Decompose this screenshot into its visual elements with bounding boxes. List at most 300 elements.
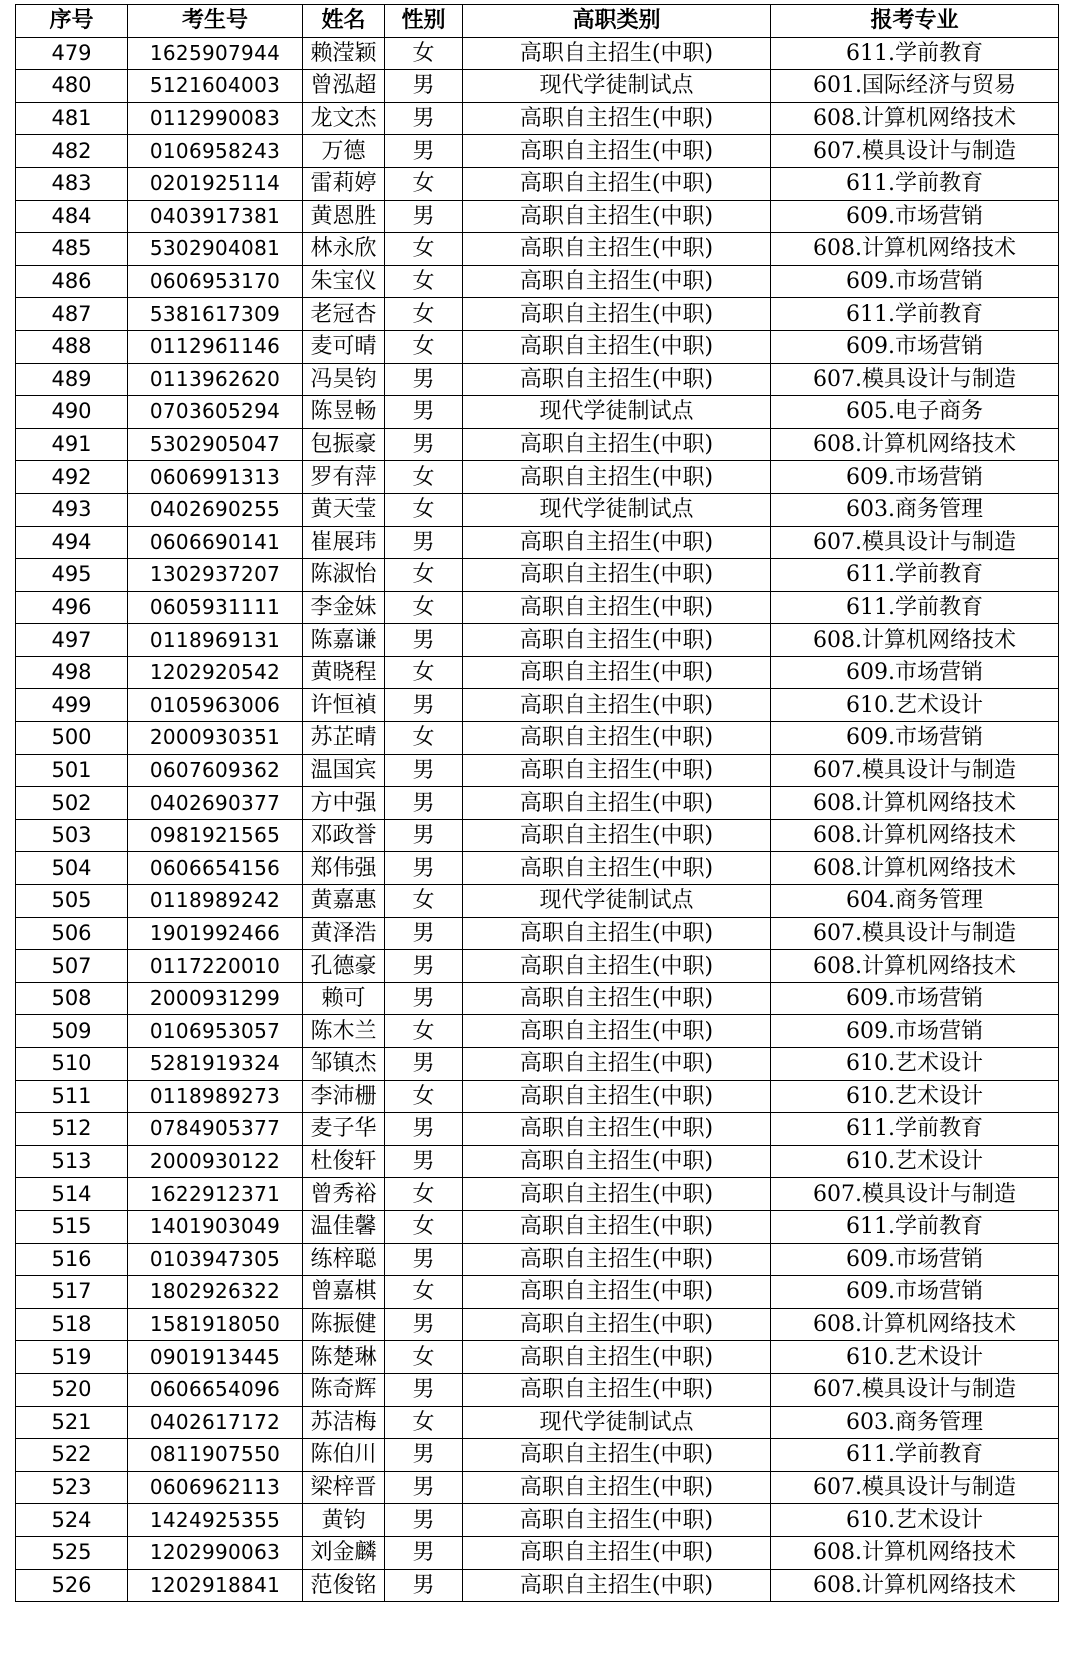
sex-cell: 男: [385, 1113, 463, 1146]
seq-cell: 515: [16, 1210, 128, 1243]
seq-cell: 503: [16, 819, 128, 852]
sex-cell: 男: [385, 1373, 463, 1406]
seq-cell: 486: [16, 265, 128, 298]
seq-cell: 518: [16, 1308, 128, 1341]
candidate-id-cell: 0811907550: [128, 1439, 303, 1472]
seq-cell: 517: [16, 1276, 128, 1309]
name-cell: 陈木兰: [303, 1015, 385, 1048]
sex-cell: 男: [385, 950, 463, 983]
category-cell: 高职自主招生(中职): [463, 1276, 771, 1309]
major-cell: 607.模具设计与制造: [771, 754, 1059, 787]
major-cell: 607.模具设计与制造: [771, 917, 1059, 950]
category-cell: 高职自主招生(中职): [463, 624, 771, 657]
major-cell: 608.计算机网络技术: [771, 1569, 1059, 1602]
seq-cell: 485: [16, 233, 128, 266]
seq-cell: 487: [16, 298, 128, 331]
table-row: [16, 1276, 1059, 1309]
major-cell: 610.艺术设计: [771, 689, 1059, 722]
category-cell: 高职自主招生(中职): [463, 982, 771, 1015]
table-row: [16, 885, 1059, 918]
candidate-id-cell: 0606953170: [128, 265, 303, 298]
category-cell: 高职自主招生(中职): [463, 1145, 771, 1178]
candidate-id-cell: 0106953057: [128, 1015, 303, 1048]
name-cell: 陈昱畅: [303, 396, 385, 429]
table-row: [16, 493, 1059, 526]
candidate-id-cell: 1625907944: [128, 37, 303, 70]
sex-cell: 男: [385, 135, 463, 168]
category-cell: 高职自主招生(中职): [463, 1341, 771, 1374]
sex-cell: 男: [385, 200, 463, 233]
name-cell: 麦可晴: [303, 330, 385, 363]
name-cell: 曾嘉棋: [303, 1276, 385, 1309]
category-cell: 高职自主招生(中职): [463, 330, 771, 363]
major-cell: 608.计算机网络技术: [771, 1308, 1059, 1341]
seq-cell: 505: [16, 885, 128, 918]
seq-cell: 514: [16, 1178, 128, 1211]
name-cell: 刘金麟: [303, 1536, 385, 1569]
sex-cell: 男: [385, 787, 463, 820]
header-category: 高职类别: [463, 5, 771, 38]
name-cell: 陈淑怡: [303, 559, 385, 592]
candidate-id-cell: 0117220010: [128, 950, 303, 983]
candidate-id-cell: 1901992466: [128, 917, 303, 950]
seq-cell: 513: [16, 1145, 128, 1178]
table-row: [16, 37, 1059, 70]
sex-cell: 女: [385, 265, 463, 298]
major-cell: 607.模具设计与制造: [771, 135, 1059, 168]
major-cell: 610.艺术设计: [771, 1341, 1059, 1374]
table-row: [16, 428, 1059, 461]
sex-cell: 男: [385, 1536, 463, 1569]
category-cell: 高职自主招生(中职): [463, 787, 771, 820]
sex-cell: 女: [385, 722, 463, 755]
sex-cell: 男: [385, 428, 463, 461]
table-row: [16, 1210, 1059, 1243]
header-name: 姓名: [303, 5, 385, 38]
candidate-id-cell: 1302937207: [128, 559, 303, 592]
seq-cell: 526: [16, 1569, 128, 1602]
table-row: [16, 1536, 1059, 1569]
sex-cell: 女: [385, 656, 463, 689]
name-cell: 麦子华: [303, 1113, 385, 1146]
table-row: [16, 689, 1059, 722]
table-row: [16, 265, 1059, 298]
seq-cell: 520: [16, 1373, 128, 1406]
category-cell: 高职自主招生(中职): [463, 200, 771, 233]
candidate-id-cell: 5302904081: [128, 233, 303, 266]
category-cell: 高职自主招生(中职): [463, 689, 771, 722]
header-seq: 序号: [16, 5, 128, 38]
category-cell: 高职自主招生(中职): [463, 656, 771, 689]
major-cell: 609.市场营销: [771, 656, 1059, 689]
table-row: [16, 330, 1059, 363]
sex-cell: 男: [385, 917, 463, 950]
seq-cell: 516: [16, 1243, 128, 1276]
seq-cell: 509: [16, 1015, 128, 1048]
table-row: [16, 167, 1059, 200]
seq-cell: 522: [16, 1439, 128, 1472]
major-cell: 607.模具设计与制造: [771, 1471, 1059, 1504]
sex-cell: 男: [385, 396, 463, 429]
major-cell: 610.艺术设计: [771, 1048, 1059, 1081]
table-row: [16, 656, 1059, 689]
sex-cell: 男: [385, 819, 463, 852]
category-cell: 高职自主招生(中职): [463, 1536, 771, 1569]
seq-cell: 502: [16, 787, 128, 820]
major-cell: 611.学前教育: [771, 1113, 1059, 1146]
sex-cell: 女: [385, 1080, 463, 1113]
sex-cell: 女: [385, 1341, 463, 1374]
sex-cell: 女: [385, 1276, 463, 1309]
candidate-id-cell: 0113962620: [128, 363, 303, 396]
category-cell: 高职自主招生(中职): [463, 950, 771, 983]
category-cell: 高职自主招生(中职): [463, 559, 771, 592]
table-row: [16, 1145, 1059, 1178]
name-cell: 林永欣: [303, 233, 385, 266]
sex-cell: 女: [385, 559, 463, 592]
name-cell: 龙文杰: [303, 102, 385, 135]
name-cell: 赖滢颖: [303, 37, 385, 70]
category-cell: 高职自主招生(中职): [463, 1569, 771, 1602]
name-cell: 万德: [303, 135, 385, 168]
seq-cell: 504: [16, 852, 128, 885]
major-cell: 601.国际经济与贸易: [771, 70, 1059, 103]
major-cell: 611.学前教育: [771, 37, 1059, 70]
name-cell: 孔德豪: [303, 950, 385, 983]
table-row: [16, 298, 1059, 331]
name-cell: 苏洁梅: [303, 1406, 385, 1439]
category-cell: 高职自主招生(中职): [463, 1504, 771, 1537]
name-cell: 练梓聪: [303, 1243, 385, 1276]
major-cell: 608.计算机网络技术: [771, 1536, 1059, 1569]
name-cell: 方中强: [303, 787, 385, 820]
sex-cell: 男: [385, 1504, 463, 1537]
candidate-id-cell: 0605931111: [128, 591, 303, 624]
major-cell: 611.学前教育: [771, 591, 1059, 624]
category-cell: 现代学徒制试点: [463, 885, 771, 918]
sex-cell: 女: [385, 233, 463, 266]
name-cell: 许恒禎: [303, 689, 385, 722]
category-cell: 现代学徒制试点: [463, 70, 771, 103]
major-cell: 604.商务管理: [771, 885, 1059, 918]
category-cell: 高职自主招生(中职): [463, 1048, 771, 1081]
table-row: [16, 1015, 1059, 1048]
table-row: [16, 1439, 1059, 1472]
name-cell: 苏芷晴: [303, 722, 385, 755]
candidate-id-cell: 0118989273: [128, 1080, 303, 1113]
seq-cell: 512: [16, 1113, 128, 1146]
category-cell: 高职自主招生(中职): [463, 1113, 771, 1146]
major-cell: 607.模具设计与制造: [771, 1373, 1059, 1406]
sex-cell: 男: [385, 852, 463, 885]
category-cell: 高职自主招生(中职): [463, 722, 771, 755]
seq-cell: 490: [16, 396, 128, 429]
table-row: [16, 982, 1059, 1015]
header-row: [16, 5, 1059, 38]
seq-cell: 488: [16, 330, 128, 363]
major-cell: 608.计算机网络技术: [771, 102, 1059, 135]
sex-cell: 男: [385, 1048, 463, 1081]
major-cell: 608.计算机网络技术: [771, 787, 1059, 820]
seq-cell: 510: [16, 1048, 128, 1081]
name-cell: 陈伯川: [303, 1439, 385, 1472]
seq-cell: 506: [16, 917, 128, 950]
table-row: [16, 1569, 1059, 1602]
candidate-id-cell: 0403917381: [128, 200, 303, 233]
sex-cell: 女: [385, 1178, 463, 1211]
name-cell: 冯昊钧: [303, 363, 385, 396]
table-row: [16, 200, 1059, 233]
table-row: [16, 787, 1059, 820]
candidate-id-cell: 0606962113: [128, 1471, 303, 1504]
header-sex: 性别: [385, 5, 463, 38]
header-major: 报考专业: [771, 5, 1059, 38]
candidate-id-cell: 2000930122: [128, 1145, 303, 1178]
sex-cell: 男: [385, 754, 463, 787]
table-row: [16, 1178, 1059, 1211]
major-cell: 609.市场营销: [771, 265, 1059, 298]
category-cell: 高职自主招生(中职): [463, 1471, 771, 1504]
seq-cell: 521: [16, 1406, 128, 1439]
major-cell: 609.市场营销: [771, 200, 1059, 233]
table-body: [16, 37, 1059, 1602]
seq-cell: 481: [16, 102, 128, 135]
sex-cell: 女: [385, 330, 463, 363]
candidate-id-cell: 0112961146: [128, 330, 303, 363]
table-row: [16, 102, 1059, 135]
seq-cell: 501: [16, 754, 128, 787]
sex-cell: 男: [385, 1569, 463, 1602]
sex-cell: 女: [385, 461, 463, 494]
table-row: [16, 526, 1059, 559]
candidate-id-cell: 1622912371: [128, 1178, 303, 1211]
table-row: [16, 1504, 1059, 1537]
candidate-id-cell: 0606654156: [128, 852, 303, 885]
major-cell: 609.市场营销: [771, 982, 1059, 1015]
category-cell: 高职自主招生(中职): [463, 1210, 771, 1243]
seq-cell: 519: [16, 1341, 128, 1374]
table-row: [16, 70, 1059, 103]
candidate-id-cell: 5281919324: [128, 1048, 303, 1081]
seq-cell: 483: [16, 167, 128, 200]
major-cell: 611.学前教育: [771, 1210, 1059, 1243]
seq-cell: 500: [16, 722, 128, 755]
seq-cell: 508: [16, 982, 128, 1015]
table-row: [16, 396, 1059, 429]
sex-cell: 男: [385, 1471, 463, 1504]
candidate-id-cell: 2000930351: [128, 722, 303, 755]
major-cell: 608.计算机网络技术: [771, 819, 1059, 852]
candidate-id-cell: 1202920542: [128, 656, 303, 689]
major-cell: 603.商务管理: [771, 1406, 1059, 1439]
seq-cell: 492: [16, 461, 128, 494]
major-cell: 607.模具设计与制造: [771, 526, 1059, 559]
candidate-id-cell: 0402690377: [128, 787, 303, 820]
sex-cell: 男: [385, 1308, 463, 1341]
major-cell: 608.计算机网络技术: [771, 624, 1059, 657]
seq-cell: 497: [16, 624, 128, 657]
category-cell: 高职自主招生(中职): [463, 135, 771, 168]
candidate-id-cell: 1424925355: [128, 1504, 303, 1537]
candidate-id-cell: 2000931299: [128, 982, 303, 1015]
table-row: [16, 1243, 1059, 1276]
major-cell: 608.计算机网络技术: [771, 428, 1059, 461]
candidate-id-cell: 0402617172: [128, 1406, 303, 1439]
name-cell: 曾秀裕: [303, 1178, 385, 1211]
category-cell: 现代学徒制试点: [463, 493, 771, 526]
name-cell: 梁梓晋: [303, 1471, 385, 1504]
sex-cell: 女: [385, 298, 463, 331]
seq-cell: 511: [16, 1080, 128, 1113]
table-row: [16, 135, 1059, 168]
candidate-id-cell: 5381617309: [128, 298, 303, 331]
table-row: [16, 233, 1059, 266]
major-cell: 608.计算机网络技术: [771, 852, 1059, 885]
category-cell: 高职自主招生(中职): [463, 1308, 771, 1341]
name-cell: 雷莉婷: [303, 167, 385, 200]
candidate-id-cell: 0607609362: [128, 754, 303, 787]
name-cell: 陈奇辉: [303, 1373, 385, 1406]
table-row: [16, 722, 1059, 755]
category-cell: 高职自主招生(中职): [463, 1439, 771, 1472]
category-cell: 高职自主招生(中职): [463, 428, 771, 461]
name-cell: 范俊铭: [303, 1569, 385, 1602]
seq-cell: 480: [16, 70, 128, 103]
category-cell: 高职自主招生(中职): [463, 1243, 771, 1276]
candidate-id-cell: 0606991313: [128, 461, 303, 494]
candidate-id-cell: 0105963006: [128, 689, 303, 722]
sex-cell: 女: [385, 167, 463, 200]
major-cell: 609.市场营销: [771, 722, 1059, 755]
candidate-id-cell: 0201925114: [128, 167, 303, 200]
sex-cell: 男: [385, 102, 463, 135]
table-row: [16, 1373, 1059, 1406]
major-cell: 609.市场营销: [771, 1243, 1059, 1276]
candidate-id-cell: 0703605294: [128, 396, 303, 429]
candidate-id-cell: 1802926322: [128, 1276, 303, 1309]
name-cell: 崔展玮: [303, 526, 385, 559]
table-row: [16, 559, 1059, 592]
sex-cell: 男: [385, 70, 463, 103]
candidate-id-cell: 0118989242: [128, 885, 303, 918]
sex-cell: 女: [385, 37, 463, 70]
name-cell: 黄天莹: [303, 493, 385, 526]
table-row: [16, 624, 1059, 657]
sex-cell: 男: [385, 1439, 463, 1472]
major-cell: 611.学前教育: [771, 298, 1059, 331]
name-cell: 朱宝仪: [303, 265, 385, 298]
seq-cell: 484: [16, 200, 128, 233]
candidate-id-cell: 1581918050: [128, 1308, 303, 1341]
table-row: [16, 950, 1059, 983]
admission-table: [15, 4, 1059, 1602]
sex-cell: 女: [385, 1015, 463, 1048]
table-row: [16, 1080, 1059, 1113]
category-cell: 现代学徒制试点: [463, 396, 771, 429]
name-cell: 曾泓超: [303, 70, 385, 103]
candidate-id-cell: 1202990063: [128, 1536, 303, 1569]
name-cell: 包振豪: [303, 428, 385, 461]
name-cell: 赖可: [303, 982, 385, 1015]
table-row: [16, 754, 1059, 787]
table-row: [16, 1341, 1059, 1374]
name-cell: 李金妹: [303, 591, 385, 624]
table-row: [16, 917, 1059, 950]
candidate-id-cell: 5302905047: [128, 428, 303, 461]
seq-cell: 482: [16, 135, 128, 168]
seq-cell: 496: [16, 591, 128, 624]
seq-cell: 523: [16, 1471, 128, 1504]
candidate-id-cell: 0606654096: [128, 1373, 303, 1406]
candidate-id-cell: 0901913445: [128, 1341, 303, 1374]
seq-cell: 524: [16, 1504, 128, 1537]
table-row: [16, 1406, 1059, 1439]
table-row: [16, 819, 1059, 852]
major-cell: 607.模具设计与制造: [771, 1178, 1059, 1211]
category-cell: 高职自主招生(中职): [463, 1178, 771, 1211]
major-cell: 609.市场营销: [771, 330, 1059, 363]
category-cell: 高职自主招生(中职): [463, 591, 771, 624]
name-cell: 温国宾: [303, 754, 385, 787]
name-cell: 黄泽浩: [303, 917, 385, 950]
category-cell: 高职自主招生(中职): [463, 526, 771, 559]
candidate-id-cell: 0784905377: [128, 1113, 303, 1146]
seq-cell: 525: [16, 1536, 128, 1569]
name-cell: 陈楚琳: [303, 1341, 385, 1374]
category-cell: 高职自主招生(中职): [463, 754, 771, 787]
major-cell: 608.计算机网络技术: [771, 233, 1059, 266]
name-cell: 陈振健: [303, 1308, 385, 1341]
name-cell: 黄恩胜: [303, 200, 385, 233]
seq-cell: 493: [16, 493, 128, 526]
table-row: [16, 852, 1059, 885]
sex-cell: 男: [385, 1145, 463, 1178]
candidate-id-cell: 5121604003: [128, 70, 303, 103]
category-cell: 高职自主招生(中职): [463, 363, 771, 396]
category-cell: 高职自主招生(中职): [463, 1080, 771, 1113]
name-cell: 老冠杏: [303, 298, 385, 331]
name-cell: 杜俊轩: [303, 1145, 385, 1178]
sex-cell: 女: [385, 493, 463, 526]
sex-cell: 男: [385, 689, 463, 722]
candidate-id-cell: 0606690141: [128, 526, 303, 559]
sex-cell: 女: [385, 885, 463, 918]
sex-cell: 女: [385, 591, 463, 624]
major-cell: 608.计算机网络技术: [771, 950, 1059, 983]
candidate-id-cell: 0106958243: [128, 135, 303, 168]
major-cell: 605.电子商务: [771, 396, 1059, 429]
category-cell: 高职自主招生(中职): [463, 852, 771, 885]
seq-cell: 507: [16, 950, 128, 983]
candidate-id-cell: 1202918841: [128, 1569, 303, 1602]
category-cell: 高职自主招生(中职): [463, 461, 771, 494]
candidate-id-cell: 0402690255: [128, 493, 303, 526]
major-cell: 609.市场营销: [771, 1015, 1059, 1048]
category-cell: 高职自主招生(中职): [463, 1015, 771, 1048]
sex-cell: 男: [385, 526, 463, 559]
seq-cell: 479: [16, 37, 128, 70]
header-candidate-id: 考生号: [128, 5, 303, 38]
major-cell: 610.艺术设计: [771, 1504, 1059, 1537]
sex-cell: 男: [385, 624, 463, 657]
major-cell: 603.商务管理: [771, 493, 1059, 526]
category-cell: 高职自主招生(中职): [463, 102, 771, 135]
sex-cell: 男: [385, 1243, 463, 1276]
table-row: [16, 461, 1059, 494]
category-cell: 高职自主招生(中职): [463, 167, 771, 200]
name-cell: 邹镇杰: [303, 1048, 385, 1081]
name-cell: 黄晓程: [303, 656, 385, 689]
